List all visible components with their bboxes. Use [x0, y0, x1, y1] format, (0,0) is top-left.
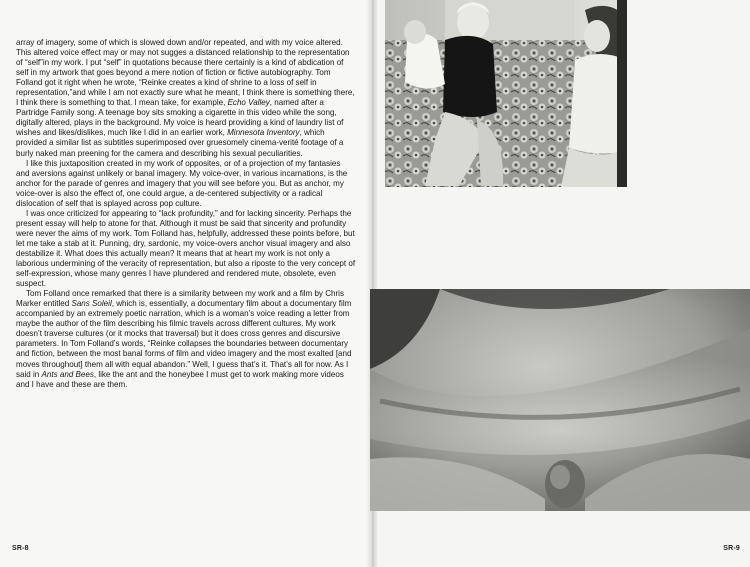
paragraph-text: , named after a Partridge Family song. A teenage boy sits smoking a cigarette in this video while the song, digitally altered, plays in the background. My voice is heard providing a kind of laundry list of wishes and likes/dislikes, much like I did in an earlier work, — [16, 98, 344, 138]
paragraph-text: array of imagery, some of which is slowed down and/or repeated, and with my voice altered. This altered voice effect may or may not sugges a distanced relationship to the representation of “self”in my work. I put “self” in quotations because there certainly is a kind of abdication of self in my artwork that goes beyond a mere notion of fiction or fictive autobiography. Tom Folland got it right when he wrote, “Reinke creates a kind of shrine to a loss of self in representation,”and while I am not exactly sure what he meant, I think there is something there, I think there is something to that. I mean take, for example, — [16, 38, 355, 108]
closeup-photo-icon — [370, 289, 750, 511]
work-title: Minnesota Inventory — [227, 128, 300, 138]
page-number-left: SR-8 — [12, 545, 29, 552]
essay-text — [16, 38, 356, 390]
page-number-right: SR-9 — [723, 545, 740, 552]
paragraph-text: , which is, essentially, a documentary film about a documentary film accompanied by an extremely poetic narration, which is a woman’s voice reading a letter from maybe the author of the film describing his filmic travels across different cultures. My work doesn’t traverse cultures (or it mocks that traversal) but it does cross genres and discursive parameters. In Tom Folland’s words, “Reinke collapses the boundaries between documentary and fiction, between the most banal forms of film and video imagery and the most exalted [and moves throughout] them all with equal abandon.” Well, I guess that’s it. That’s all for now. As I said in — [16, 299, 352, 379]
essay-paragraph — [16, 159, 356, 209]
work-title: Ants and Bees — [41, 369, 94, 379]
paragraph-text: I like this juxtaposition created in my work of opposites, or of a projection of my fantasies and aversions against unlikely or banal imagery. My voice-over, in various incarnations, is the anchor for the parade of genres and imagery that you will see before you. But as anchor, my voice-over is also the effect of, one could argue, a de-centered subjectivity or a radical dislocation of self that is splayed across pop culture. — [16, 158, 348, 208]
work-title: Echo Valley — [227, 98, 270, 108]
work-title: Sans Soleil — [71, 299, 112, 309]
snapshot-photo-icon — [385, 0, 627, 187]
essay-paragraph — [16, 289, 356, 389]
paragraph-text: I was once criticized for appearing to “lack profundity,” and for lacking sincerity. Perhaps the present essay will help to atone for that. Although it must be said that sincerity and profundity were never the aims of my work. Tom Folland has, helpfully, addressed these points before, but let me take a stab at it. Punning, dry, sardonic, my voice-overs anchor visual imagery and also destabilize it. What does this actually mean? It means that at heart my work is not only a laborious undermining of the veracity of representation, but also a riposte to the very concept of self-expression, whose many genres I have plundered and rendered mute, obsolete, even suspect. — [16, 208, 356, 289]
paragraph-text: , like the ant and the honeybee I must get to work making more videos and I have and these are them. — [16, 369, 344, 389]
essay-paragraph — [16, 38, 356, 159]
paragraph-text: , which provided a similar list as subtitles superimposed over gruesomely cinema-verité footage of a burly naked man preening for the camera and describing his sexual peculiarities. — [16, 128, 344, 158]
essay-paragraph — [16, 209, 356, 289]
left-page — [0, 0, 372, 567]
paragraph-text: Tom Folland once remarked that there is a similarity between my work and a film by Chris Marker entitled — [16, 289, 344, 309]
